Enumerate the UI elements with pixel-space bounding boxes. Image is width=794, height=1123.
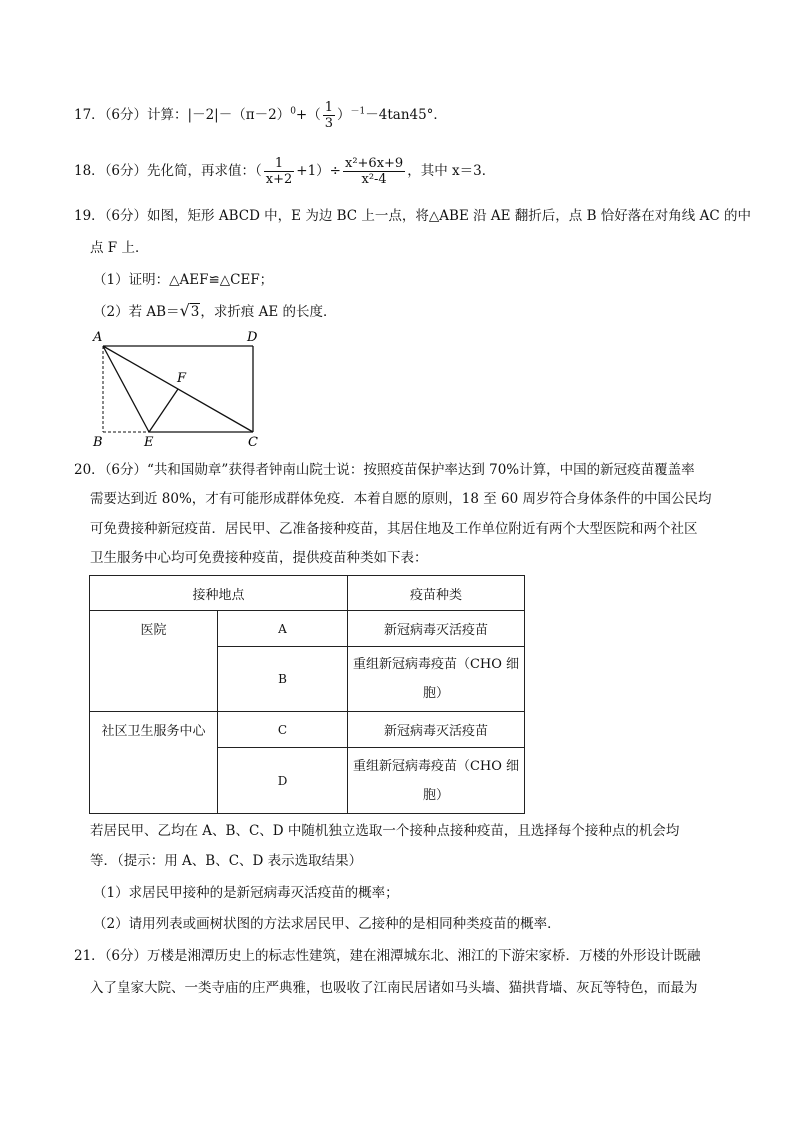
q17-score: （6分） <box>104 107 148 123</box>
q20-after-line-2: 等．（提示：用 A、B、C、D 表示选取结果） <box>90 853 363 869</box>
label-F: F <box>177 371 187 386</box>
q17-expr-post: ） <box>337 107 351 123</box>
q18-frac2-denominator: x²-4 <box>361 172 387 187</box>
q18-fraction-2 <box>343 156 405 187</box>
question-18 <box>74 156 495 187</box>
q19-number: 19． <box>74 208 105 224</box>
table-header-row <box>90 576 525 611</box>
q20-text-line-4: 卫生服务中心均可免费接种疫苗，提供疫苗种类如下表： <box>90 550 428 566</box>
q19-geometry-figure <box>85 326 275 448</box>
label-D: D <box>247 330 258 345</box>
q19-score: （6分） <box>104 208 148 224</box>
site-code-b: B <box>218 647 348 712</box>
q21-score: （6分） <box>104 948 148 964</box>
question-19-line-1 <box>74 206 751 226</box>
label-C: C <box>248 435 258 448</box>
q19-part2-post: ，求折痕 AE 的长度． <box>200 304 337 320</box>
table-row <box>90 611 525 647</box>
vaccine-d-line-1: 重组新冠病毒疫苗（CHO 细 <box>352 758 520 774</box>
header-vaccine-type: 疫苗种类 <box>348 576 525 611</box>
q17-frac-numerator: 1 <box>324 100 334 115</box>
q20-number: 20． <box>74 462 105 478</box>
table-row <box>90 712 525 748</box>
q17-exponent-neg-one: －1 <box>350 106 366 117</box>
q21-number: 21． <box>74 948 105 964</box>
q19-part-2 <box>93 301 337 322</box>
q20-text-line-3: 可免费接种新冠疫苗．居民甲、乙准备接种疫苗，其居住地及工作单位附近有两个大型医院和两个社区 <box>90 521 698 537</box>
q17-number: 17． <box>74 107 105 123</box>
label-A: A <box>93 330 103 345</box>
vaccine-d <box>348 748 525 814</box>
label-B: B <box>93 435 103 448</box>
vaccine-a: 新冠病毒灭活疫苗 <box>348 611 525 647</box>
sqrt-sign-icon: √ <box>179 301 190 320</box>
question-20-line-1 <box>74 460 695 480</box>
q19-sqrt <box>180 301 201 322</box>
q17-expr-pre: 计算：|－2|－（π－2） <box>147 107 291 123</box>
vaccine-d-line-2: 胞） <box>422 787 449 803</box>
q18-expr-mid: +1）÷ <box>296 163 341 179</box>
q20-score: （6分） <box>104 462 148 478</box>
site-code-d: D <box>218 748 348 814</box>
vaccine-b <box>348 647 525 712</box>
vaccine-b-line-1: 重组新冠病毒疫苗（CHO 细 <box>352 657 520 672</box>
question-21-line-1 <box>74 946 701 966</box>
header-vaccination-site: 接种地点 <box>90 576 348 611</box>
q17-frac-denominator: 3 <box>324 116 334 131</box>
question-17 <box>74 100 447 131</box>
site-community-health-center: 社区卫生服务中心 <box>90 712 218 814</box>
vaccine-c: 新冠病毒灭活疫苗 <box>348 712 525 748</box>
q20-part-1: （1）求居民甲接种的是新冠病毒灭活疫苗的概率； <box>93 885 399 901</box>
q17-expr-mid: +（ <box>295 107 321 123</box>
q17-exponent-zero: 0 <box>290 106 296 117</box>
q19-text-line-2: 点 F 上． <box>90 240 149 256</box>
q20-text-line-1: “共和国勋章”获得者钟南山院士说：按照疫苗保护率达到 70%计算，中国的新冠疫苗覆盖率 <box>147 462 695 478</box>
q21-text-line-1: 万楼是湘潭历史上的标志性建筑，建在湘潭城东北、湘江的下游宋家桥．万楼的外形设计既融 <box>147 948 701 964</box>
q18-fraction-1 <box>264 156 295 187</box>
q18-expr-pre: 先化简，再求值：（ <box>147 163 262 179</box>
q17-expr-tail: －4tan45°． <box>365 107 447 123</box>
q18-frac1-numerator: 1 <box>264 156 295 172</box>
site-hospital: 医院 <box>90 611 218 712</box>
q18-frac1-denominator: x+2 <box>265 172 293 187</box>
q19-part2-pre: （2）若 AB＝ <box>93 304 180 320</box>
q18-number: 18． <box>74 163 105 179</box>
vaccine-table <box>89 575 525 814</box>
q20-after-line-1: 若居民甲、乙均在 A、B、C、D 中随机独立选取一个接种点接种疫苗，且选择每个接种点的机会均 <box>90 823 680 839</box>
vaccine-b-line-2: 胞） <box>422 686 449 701</box>
q19-part-1: （1）证明：△AEF≌△CEF； <box>93 272 274 288</box>
site-code-a: A <box>218 611 348 647</box>
q20-part-2: （2）请用列表或画树状图的方法求居民甲、乙接种的是相同种类疫苗的概率． <box>93 916 561 932</box>
label-E: E <box>144 435 154 448</box>
site-code-c: C <box>218 712 348 748</box>
q18-score: （6分） <box>104 163 148 179</box>
q19-sqrt-radicand: 3 <box>190 304 200 320</box>
q18-frac2-numerator: x²+6x+9 <box>345 156 404 171</box>
q17-fraction <box>323 100 335 131</box>
q18-expr-tail: ，其中 x＝3． <box>407 163 496 179</box>
q20-text-line-2: 需要达到近 80%，才有可能形成群体免疫．本着自愿的原则，18 至 60 周岁符合身体条件的中国公民均 <box>90 491 712 507</box>
q21-text-line-2: 入了皇家大院、一类寺庙的庄严典雅，也吸收了江南民居诸如马头墙、猫拱背墙、灰瓦等特色，而最为 <box>90 980 698 996</box>
q19-text-line-1: 如图，矩形 ABCD 中，E 为边 BC 上一点，将△ABE 沿 AE 翻折后，点 B 恰好落在对角线 AC 的中 <box>147 208 751 224</box>
segment-EF <box>149 389 178 432</box>
